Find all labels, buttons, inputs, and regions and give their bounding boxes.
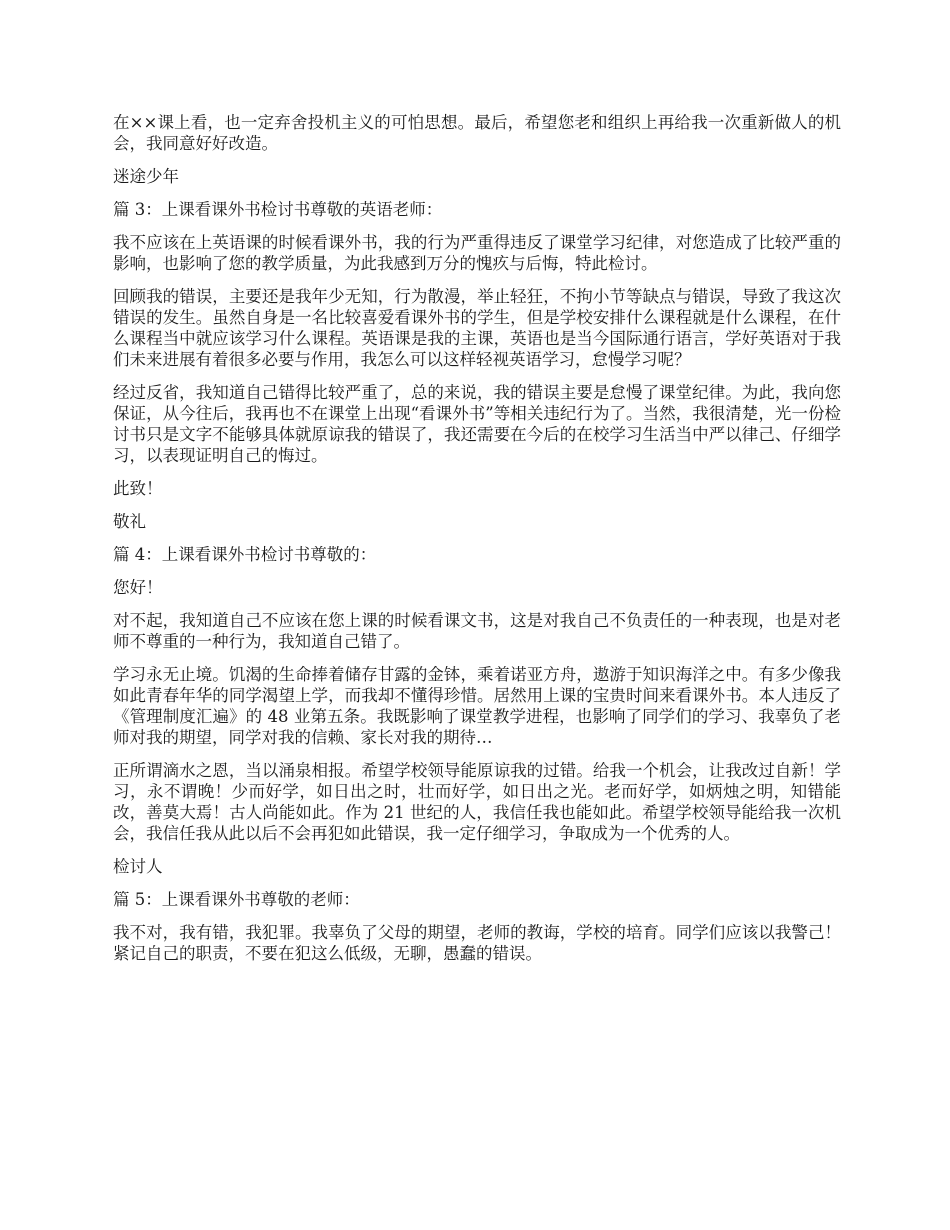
document-body bbox=[113, 112, 841, 976]
salutation-regards: 敬礼 bbox=[113, 512, 146, 531]
greeting: 您好！ bbox=[113, 578, 163, 597]
signature-lost-youth: 迷途少年 bbox=[113, 167, 179, 186]
paragraph-closing-continuation: 在××课上看，也一定弃舍投机主义的可怕思想。最后，希望您老和组织上再给我一次重新做人的机会，我同意好好改造。 bbox=[113, 113, 841, 153]
paragraph-learning: 学习永无止境。饥渴的生命捧着储存甘露的金钵，乘着诺亚方舟，遨游于知识海洋之中。有多少像我如此青春年华的同学渴望上学，而我却不懂得珍惜。居然用上课的宝贵时间来看课外书。本人违反了《管理制度汇遍》的 48 业第五条。我既影响了课堂教学进程，也影响了同学们的学习、我辜负了老师对我的期望，同学对我的信赖、家长对我的期待… bbox=[113, 665, 841, 747]
section-heading-5: 篇 5：上课看课外书尊敬的老师： bbox=[113, 890, 360, 909]
paragraph-sorry: 对不起，我知道自己不应该在您上课的时候看课文书，这是对我自己不负责任的一种表现，也是对老师不尊重的一种行为，我知道自己错了。 bbox=[113, 611, 841, 651]
paragraph-apology-english: 我不应该在上英语课的时候看课外书，我的行为严重得违反了课堂学习纪律，对您造成了比较严重的影响，也影响了您的教学质量，为此我感到万分的愧疚与后悔，特此检讨。 bbox=[113, 233, 841, 273]
section-heading-4: 篇 4：上课看课外书检讨书尊敬的： bbox=[113, 545, 377, 564]
paragraph-confession: 我不对，我有错，我犯罪。我辜负了父母的期望，老师的教诲，学校的培育。同学们应该以我警己！紧记自己的职责，不要在犯这么低级，无聊，愚蠢的错误。 bbox=[113, 923, 841, 963]
salutation-closing: 此致！ bbox=[113, 479, 163, 498]
paragraph-review-mistake: 回顾我的错误，主要还是我年少无知，行为散漫，举止轻狂，不拘小节等缺点与错误，导致了我这次错误的发生。虽然自身是一名比较喜爱看课外书的学生，但是学校安排什么课程就是什么课程，在什么课程当中就应该学习什么课程。英语课是我的主课，英语也是当今国际通行语言，学好英语对于我们未来进展有着很多必要与作用，我怎么可以这样轻视英语学习，怠慢学习呢？ bbox=[113, 287, 841, 369]
paragraph-reflection: 经过反省，我知道自己错得比较严重了，总的来说，我的错误主要是怠慢了课堂纪律。为此，我向您保证，从今往后，我再也不在课堂上出现“看课外书”等相关违纪行为了。当然，我很清楚，光一份检讨书只是文字不能够具体就原谅我的错误了，我还需要在今后的在校学习生活当中严以律己、仔细学习，以表现证明自己的悔过。 bbox=[113, 383, 841, 465]
paragraph-request-chance: 正所谓滴水之恩，当以涌泉相报。希望学校领导能原谅我的过错。给我一个机会，让我改过自新！学习，永不谓晚！少而好学，如日出之时，壮而好学，如日出之光。老而好学，如炳烛之明，知错能改，善莫大焉！古人尚能如此。作为 21 世纪的人，我信任我也能如此。希望学校领导能给我一次机会，我信任我从此以后不会再犯如此错误，我一定仔细学习，争取成为一个优秀的人。 bbox=[113, 761, 841, 843]
signature-reviewer: 检讨人 bbox=[113, 857, 163, 876]
section-heading-3: 篇 3：上课看课外书检讨书尊敬的英语老师： bbox=[113, 200, 443, 219]
